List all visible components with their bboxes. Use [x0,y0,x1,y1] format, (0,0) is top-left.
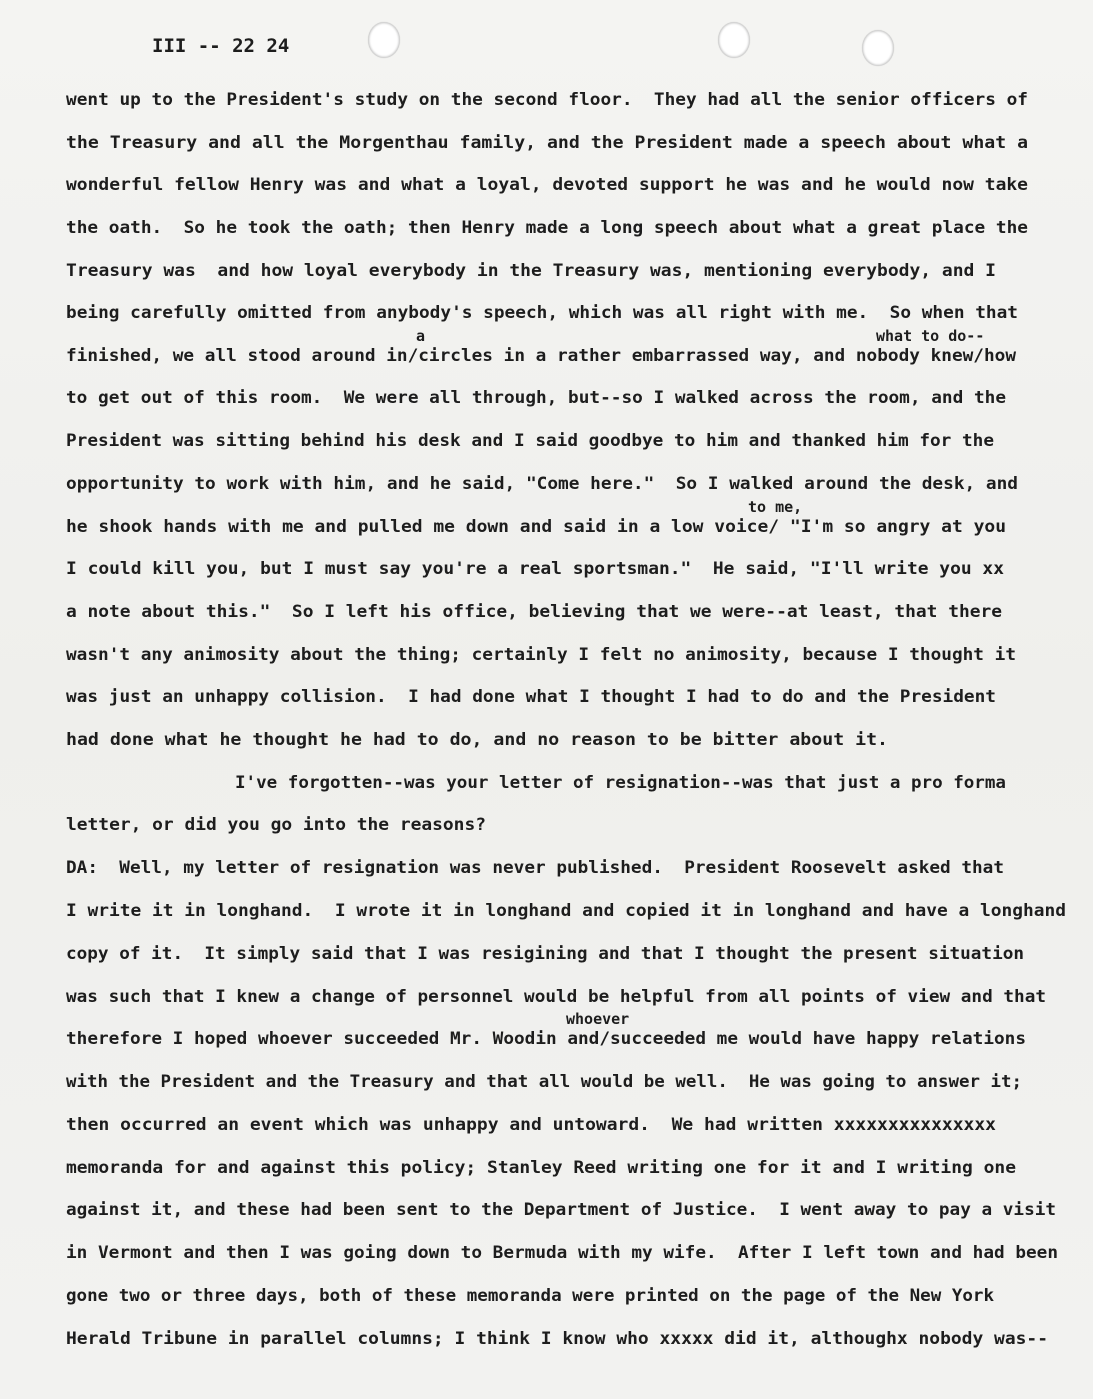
text-line: a note about this." So I left his office, believing that we were--at least, that there [66,602,1002,622]
text-line: opportunity to work with him, and he said, "Come here." So I walked around the desk, and [66,474,1019,494]
text-line: the oath. So he took the oath; then Henry made a long speech about what a great place the [66,218,1028,238]
text-line: against it, and these had been sent to the Department of Justice. I went away to pay a visit [66,1200,1056,1220]
text-line: the Treasury and all the Morgenthau family, and the President made a speech about what a [66,133,1028,153]
punch-hole-2 [718,22,750,58]
text-line: he shook hands with me and pulled me down and said in a low voice/ "I'm so angry at you [66,517,1006,537]
text-line: I could kill you, but I must say you're a real sportsman." He said, "I'll write you xx [66,559,1004,579]
punch-hole-1 [368,22,400,58]
insertion-text: what to do-- [876,327,985,345]
text-line: Herald Tribune in parallel columns; I think I know who xxxxx did it, althoughx nobody was-- [66,1329,1048,1349]
insertion-text: a [416,327,426,345]
page-number: III -- 22 24 [152,35,290,57]
text-line: wonderful fellow Henry was and what a loyal, devoted support he was and he would now take [66,175,1028,195]
text-line: gone two or three days, both of these memoranda were printed on the page of the New York [66,1286,995,1306]
text-line: was such that I knew a change of personnel would be helpful from all points of view and that [66,987,1046,1007]
insertion-text: whoever [566,1010,630,1028]
text-line: copy of it. It simply said that I was resigining and that I thought the present situation [66,944,1024,964]
text-line: I write it in longhand. I wrote it in longhand and copied it in longhand and have a longhand [66,901,1066,921]
text-line: was just an unhappy collision. I had done what I thought I had to do and the President [66,687,996,707]
text-line: wasn't any animosity about the thing; certainly I felt no animosity, because I thought it [66,645,1016,665]
punch-hole-3 [862,30,894,66]
text-line: finished, we all stood around in/circles in a rather embarrassed way, and nobody knew/how [66,346,1016,366]
text-line: had done what he thought he had to do, and no reason to be bitter about it. [66,730,888,750]
text-line: therefore I hoped whoever succeeded Mr. Woodin and/succeeded me would have happy relations [66,1029,1026,1049]
text-line: Treasury was and how loyal everybody in the Treasury was, mentioning everybody, and I [66,261,997,281]
text-line: DA: Well, my letter of resignation was never published. President Roosevelt asked that [66,858,1004,878]
text-line: memoranda for and against this policy; Stanley Reed writing one for it and I writing one [66,1158,1016,1178]
text-line: President was sitting behind his desk and I said goodbye to him and thanked him for the [66,431,994,451]
text-line: to get out of this room. We were all through, but--so I walked across the room, and the [66,388,1006,408]
text-line: went up to the President's study on the second floor. They had all the senior officers of [66,90,1028,110]
text-line: being carefully omitted from anybody's speech, which was all right with me. So when that [66,303,1019,323]
text-line: in Vermont and then I was going down to Bermuda with my wife. After I left town and had been [66,1243,1058,1263]
text-line: letter, or did you go into the reasons? [66,815,487,835]
text-line: I've forgotten--was your letter of resignation--was that just a pro forma [66,773,1007,793]
text-line: then occurred an event which was unhappy and untoward. We had written xxxxxxxxxxxxxxx [66,1115,997,1135]
insertion-text: to me, [748,498,803,516]
text-line: with the President and the Treasury and that all would be well. He was going to answer it; [66,1072,1022,1092]
